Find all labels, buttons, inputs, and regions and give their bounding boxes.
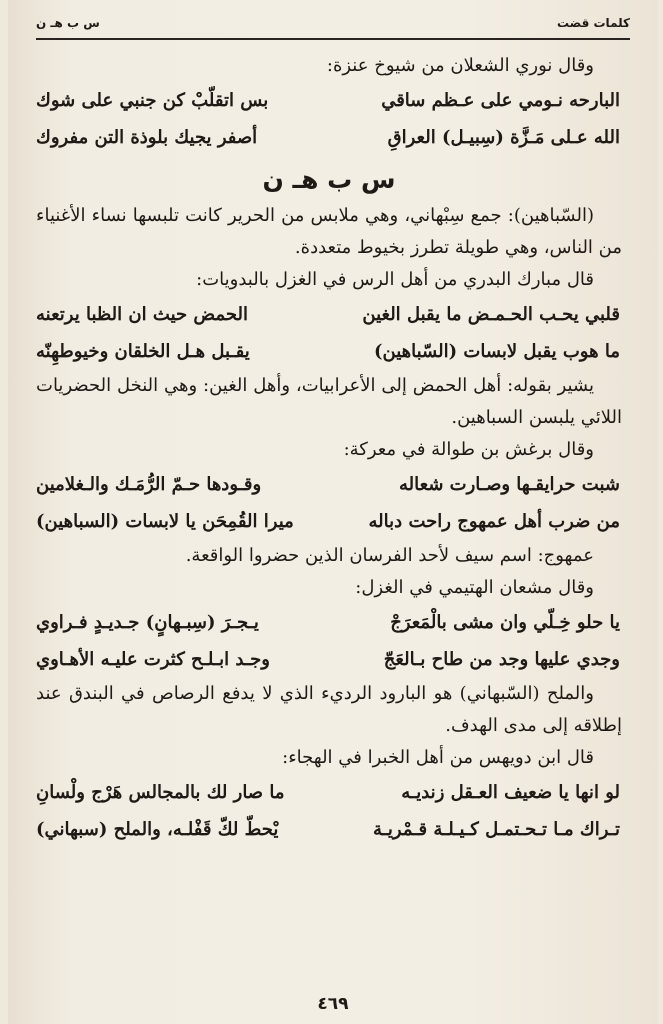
- page-number: ٤٦٩: [317, 994, 349, 1014]
- verse-first-hemistich: شبت حرايقـها وصـارت شعاله: [399, 474, 620, 495]
- verse-second-hemistich: ميرا القُمِحَن يا لابسات (السباهين): [36, 511, 294, 532]
- verse-first-hemistich: وجدي عليها وجد من طاح بـالعَجّ: [383, 649, 620, 670]
- intro-line: قال ابن دويهس من أهل الخبرا في الهجاء:: [282, 747, 594, 768]
- verse-line: [36, 604, 622, 641]
- verse-first-hemistich: من ضرب أهل عمهوج راحت دباله: [368, 511, 620, 532]
- verse-first-hemistich: تـراك مـا تـحـتمـل كـيـلـة قـمْريـة: [372, 819, 620, 840]
- intro-line: وقال برغش بن طوالة في معركة:: [343, 439, 594, 460]
- verse-second-hemistich: ما صار لك بالمجالس هَرْج ولْسانِ: [36, 782, 285, 803]
- verse-second-hemistich: بس اتقلّبْ كن جنبي على شوك: [36, 90, 269, 111]
- verse-line: [36, 774, 622, 811]
- verse-line: [36, 503, 622, 540]
- verse-first-hemistich: ما هوب يقبل لابسات (السّباهين): [374, 341, 620, 362]
- explanation-paragraph: والملح (السّبهاني) هو البارود الرديء الذي لا يدفع الرصاص في البندق عند إطلاقه إلى مدى الهدف.: [36, 683, 622, 736]
- book-page: [8, 0, 658, 1024]
- verse-first-hemistich: قلبي يحـب الحـمـض ما يقبل الغين: [362, 304, 620, 325]
- header-root: س ب هـ ن: [36, 16, 100, 30]
- section-title: س ب هـ ن: [262, 165, 396, 194]
- verse-line: [36, 466, 622, 503]
- verse-first-hemistich: الله عـلى مَـزَّة (سِبيـل) العراقِ: [387, 127, 620, 148]
- verse-line: [36, 296, 622, 333]
- verse-first-hemistich: يا حلو خِـلّي وان مشى بالْمَعرَجْ: [390, 612, 620, 633]
- verse-second-hemistich: يـجـرَ (سِبـهانٍ) جـديـدٍ فـراوي: [36, 612, 259, 633]
- verse-line: [36, 811, 622, 848]
- intro-line: قال مبارك البدري من أهل الرس في الغزل بالبدويات:: [196, 269, 594, 290]
- header-book-title: كلمات قضت: [556, 16, 630, 30]
- verse-line: [36, 82, 622, 119]
- page-content: [36, 50, 622, 848]
- verse-second-hemistich: وقـودها حـمّ الرُّمَـك والـغلامين: [36, 474, 262, 495]
- intro-line: وقال مشعان الهتيمي في الغزل:: [355, 577, 594, 598]
- explanation-paragraph: يشير بقوله: أهل الحمض إلى الأعرابيات، وأهل الغين: وهي النخل الحضريات اللائي يلبسن السباهين.: [36, 375, 622, 428]
- running-header: [36, 12, 630, 40]
- definition-paragraph: (السّباهين): جمع سِبْهاني، وهي ملابس من الحرير كانت تلبسها نساء الأغنياء من الناس، وهي طويلة تطرز بخيوط متعددة.: [36, 205, 622, 258]
- explanation-paragraph: عمهوج: اسم سيف لأحد الفرسان الذين حضروا الواقعة.: [185, 545, 594, 566]
- verse-second-hemistich: أصفر يجيك بلوذة التن مفروك: [36, 127, 258, 148]
- verse-line: [36, 333, 622, 370]
- verse-first-hemistich: البارحه نـومي على عـظم ساقي: [381, 90, 620, 111]
- verse-first-hemistich: لو انها يا ضعيف العـقل زنديـه: [401, 782, 620, 803]
- verse-line: [36, 641, 622, 678]
- verse-line: [36, 119, 622, 156]
- verse-second-hemistich: الحمض حيث ان الظبا يرتعنه: [36, 304, 248, 325]
- verse-second-hemistich: وجـد ابـلـح كثرت عليـه الأهـاوي: [36, 649, 270, 670]
- verse-second-hemistich: يْحطّ لكّ قَفْلـه، والملح (سبهاني): [36, 819, 279, 840]
- intro-line: وقال نوري الشعلان من شيوخ عنزة:: [326, 55, 594, 76]
- verse-second-hemistich: يقـبل هـل الخلقان وخيوطهِنّه: [36, 341, 250, 362]
